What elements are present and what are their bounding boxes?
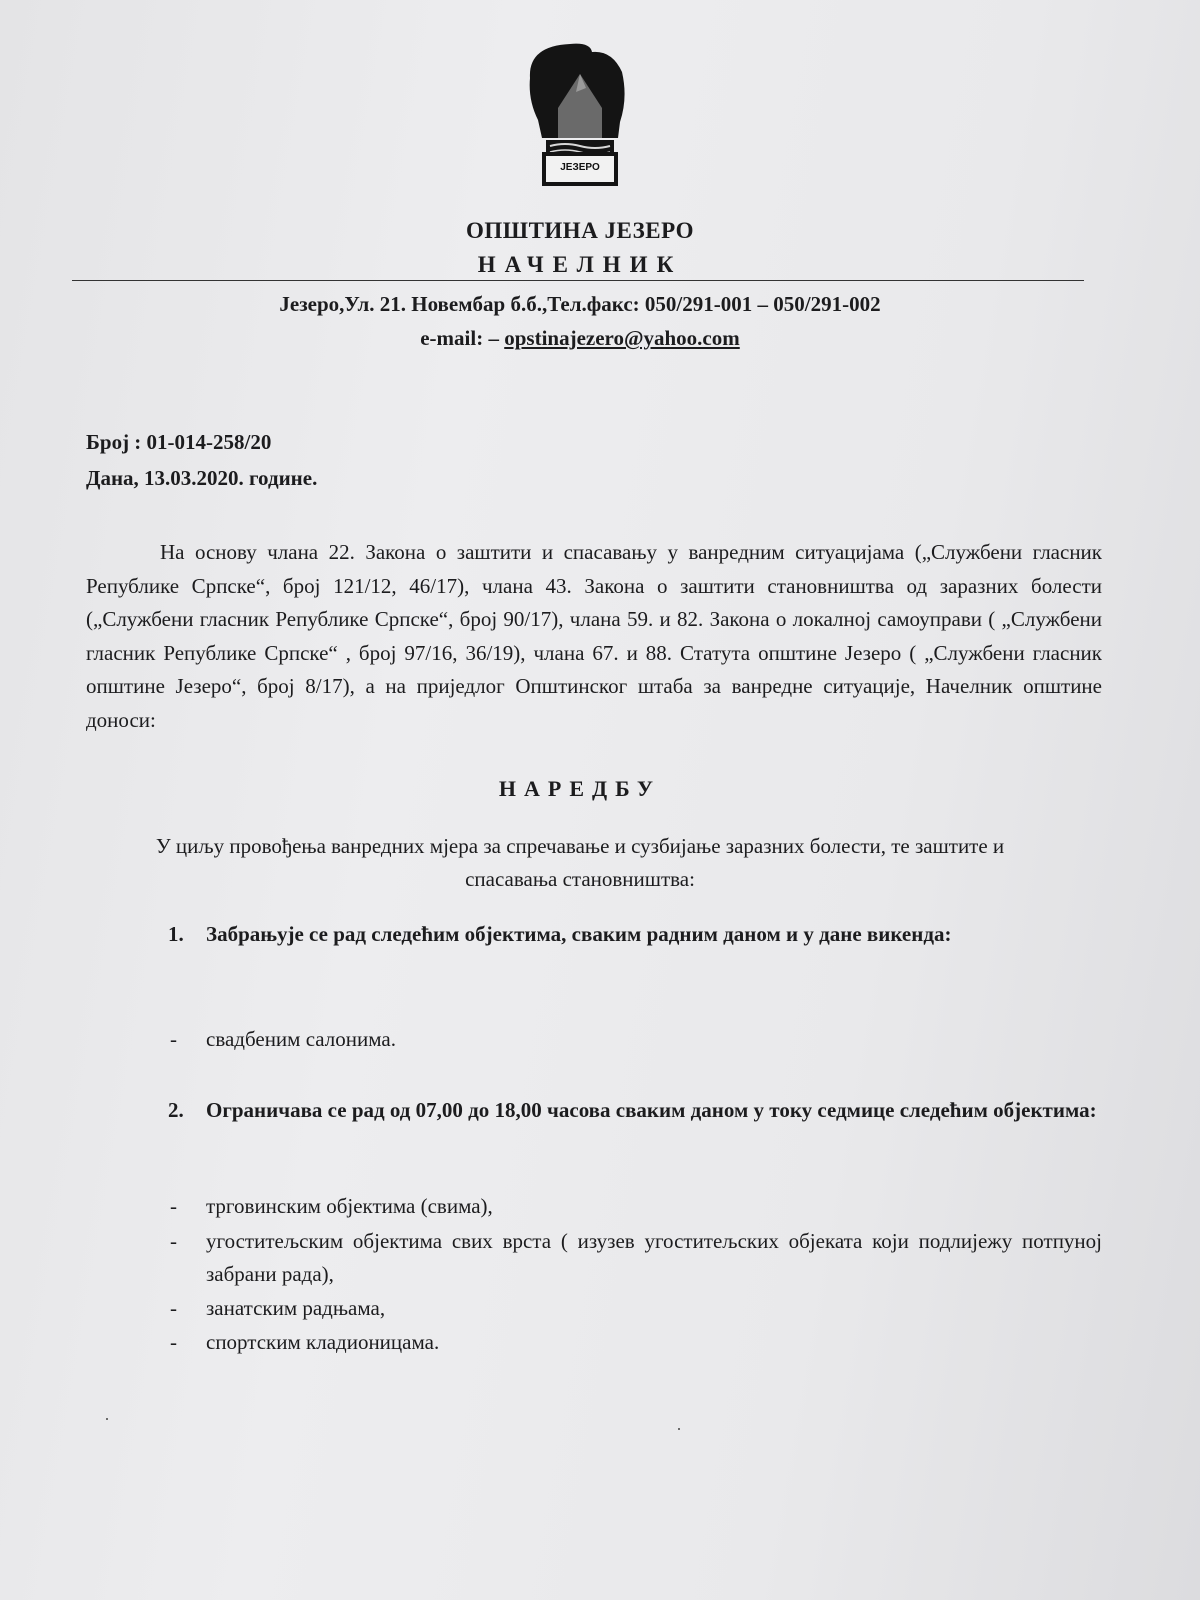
order-item-heading: Забрањује се рад следећим објектима, сваким радним даном и у дане викенда:	[206, 922, 952, 946]
list-item-text: спортским кладионицама.	[206, 1330, 440, 1354]
email-link[interactable]: opstinajezero@yahoo.com	[504, 326, 740, 350]
legal-basis-paragraph: На основу члана 22. Закона о заштити и спасавању у ванредним ситуацијама („Службени гласник Републике Српске“, број 121/12, 46/17), члана 43. Закона о заштити становништва од заразних болести („Службени гласник Републике Српске“, број 90/17), члана 59. и 82. Закона о локалној самоуправи ( „Службени гласник Републике Српске“ , број 97/16, 36/19), члана 67. и 88. Статута општине Језеро ( „Службени гласник општине Језеро“, број 8/17), а на приједлог Општинског штаба за ванредне ситуације, Начелник општине доноси:	[86, 540, 1102, 732]
list-item	[170, 1326, 1102, 1359]
order-item-1	[168, 918, 1102, 951]
list-item	[170, 1190, 1102, 1223]
bullet-dash: -	[170, 1027, 177, 1051]
bullet-dash: -	[170, 1229, 177, 1253]
logo-label: ЈЕЗЕРО	[560, 162, 600, 173]
org-name: ОПШТИНА ЈЕЗЕРО	[466, 218, 694, 243]
list-item	[170, 1292, 1102, 1325]
bullet-dash: -	[170, 1194, 177, 1218]
order-item-2	[168, 1094, 1102, 1127]
reference-date: Дана, 13.03.2020. године.	[86, 466, 318, 490]
purpose-paragraph: У циљу провођења ванредних мјера за спречавање и сузбијање заразних болести, те заштите и спасавања становништва:	[155, 834, 1005, 891]
org-role: НАЧЕЛНИК	[477, 252, 683, 277]
order-item-number: 2.	[168, 1098, 184, 1122]
bullet-dash: -	[170, 1330, 177, 1354]
municipality-logo	[520, 40, 640, 190]
paper-speck	[106, 1418, 108, 1420]
list-item-text: занатским радњама,	[206, 1296, 386, 1320]
email-prefix: e-mail: –	[420, 326, 499, 350]
order-item-number: 1.	[168, 922, 184, 946]
bullet-dash: -	[170, 1296, 177, 1320]
document-title: НАРЕДБУ	[498, 776, 662, 801]
order-item-heading: Ограничава се рад од 07,00 до 18,00 часова сваким даном у току седмице следећим објектима:	[206, 1098, 1097, 1122]
list-item-text: свадбеним салонима.	[206, 1027, 396, 1051]
list-item-text: угоститељским објектима свих врста ( изузев угоститељских објеката који подлијежу потпуној забрани рада),	[206, 1229, 1102, 1286]
reference-number: Број : 01-014-258/20	[86, 430, 272, 454]
list-item	[170, 1225, 1102, 1291]
paper-speck	[678, 1428, 680, 1430]
header-email-line	[0, 326, 1160, 351]
header-address: Језеро,Ул. 21. Новембар б.б.,Тел.факс: 050/291-001 – 050/291-002	[279, 292, 881, 316]
header-divider	[72, 280, 1084, 281]
list-item-text: трговинским објектима (свима),	[206, 1194, 493, 1218]
list-item	[170, 1023, 1102, 1056]
